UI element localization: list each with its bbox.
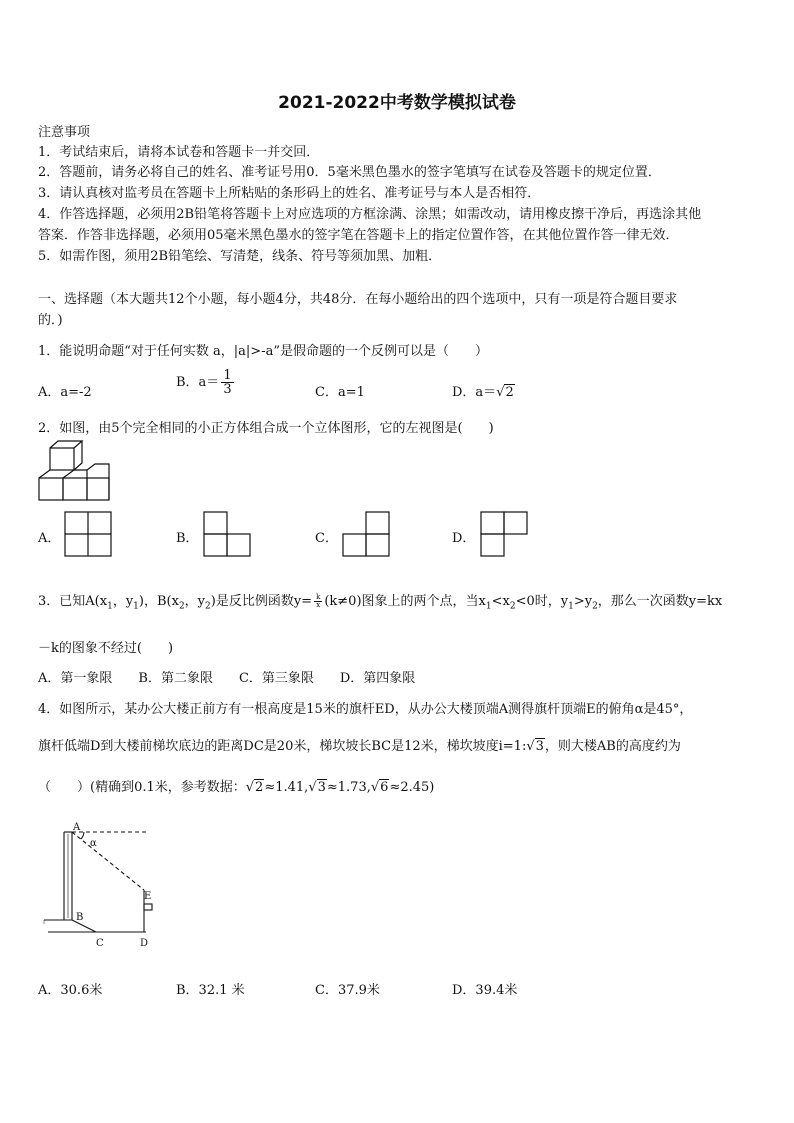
notice-item-5: 5．如需作图，须用2B铅笔绘、写清楚，线条、符号等须加黑、加粗．	[38, 249, 442, 264]
q2-option-d-figure	[480, 511, 528, 557]
q3-stem-part: (k≠0)图象上的两个点，当x	[324, 594, 486, 609]
notice-item-4: 4．作答选择题，必须用2B铅笔将答题卡上对应选项的方框涂满、涂黑；如需改动，请用橡皮擦干净后，再选涂其他	[38, 207, 702, 222]
fig-label-alpha: α	[90, 838, 97, 849]
q3-sub-2c: 2	[509, 601, 516, 612]
section-heading: 一、选择题（本大题共12个小题，每小题4分，共48分．在每小题给出的四个选项中，只有一项是符合题目要求	[38, 292, 678, 307]
q3-stem-part: ，y	[112, 594, 134, 609]
q3-options: A．第一象限 B．第二象限 C．第三象限 D．第四象限	[38, 671, 416, 686]
q3-stem-part: )，B(x	[138, 594, 179, 609]
q2-option-a-figure	[64, 511, 112, 557]
q2-option-c-label: C．	[315, 531, 338, 546]
fig-label-b: B	[76, 912, 84, 923]
q3-sub-1b: 1	[133, 601, 139, 612]
q4-stem-line2	[38, 735, 681, 754]
q3-sub-1a: 1	[107, 601, 113, 612]
notice-item-2: 2．答题前，请务必将自己的姓名、准考证号用0．5毫米黑色墨水的签字笔填写在试卷及答题卡的规定位置．	[38, 165, 661, 180]
q3-stem-cont: －k的图象不经过( )	[38, 641, 174, 656]
section-heading-cont: 的．)	[38, 313, 63, 328]
q1-option-d-sqrt: √2	[496, 385, 514, 400]
q3-stem-part: 3．已知A(x	[38, 594, 108, 609]
fig-label-c: C	[96, 938, 104, 949]
q2-cube-figure	[38, 440, 110, 502]
sqrt3-value: ≈1.73,	[326, 780, 371, 795]
q1-option-d	[452, 381, 515, 400]
q1-option-b-fraction	[221, 369, 233, 396]
sqrt6: √6	[370, 780, 389, 795]
q4-stem-line3	[38, 776, 434, 795]
q1-b-denominator: 3	[223, 382, 232, 397]
sqrt3: √3	[308, 780, 326, 795]
q4-option-c: C．37.9米	[315, 983, 380, 998]
sqrt2: √2	[245, 780, 264, 795]
q2-option-c-figure	[342, 511, 390, 557]
q1-option-c: C．a=1	[315, 385, 365, 400]
q2-option-d-label: D．	[452, 531, 476, 546]
q3-sub-2d: 2	[592, 601, 598, 612]
q4-option-b: B．32.1 米	[176, 983, 245, 998]
q2-option-a-label: A．	[38, 531, 61, 546]
q4-slope-sqrt: √3	[526, 739, 544, 754]
q4-option-d: D．39.4米	[452, 983, 518, 998]
q2-option-b-label: B．	[176, 531, 199, 546]
q1-option-b-prefix: B．a＝	[176, 375, 220, 390]
q3-sub-1d: 1	[568, 601, 574, 612]
q4-line3-text: （ ）(精确到0.1米，参考数据：	[38, 780, 246, 795]
notice-item-3: 3．请认真核对监考员在答题卡上所粘贴的条形码上的姓名、准考证号与本人是否相符．	[38, 186, 541, 201]
q3-stem-part: ，y	[184, 594, 206, 609]
q1-option-d-prefix: D．a＝	[452, 385, 497, 400]
q3-sub-2a: 2	[178, 601, 185, 612]
page-title: 2021-2022中考数学模拟试卷	[278, 93, 516, 113]
q4-option-a: A．30.6米	[38, 983, 103, 998]
q1-stem: 1．能说明命题“对于任何实数 a，|a|>-a”是假命题的一个反例可以是（ ）	[38, 344, 488, 359]
q3-stem-part: <0时，y	[515, 594, 569, 609]
notice-item-1: 1．考试结束后，请将本试卷和答题卡一并交回．	[38, 145, 320, 160]
q3-stem	[38, 590, 722, 612]
q3-stem-part: >y	[573, 594, 593, 609]
fig-label-a: A	[73, 822, 81, 833]
q3-function-fraction: $\frac{k}{x}$	[316, 593, 321, 609]
fig-label-e: E	[144, 891, 152, 902]
q2-stem: 2．如图，由5个完全相同的小正方体组合成一个立体图形，它的左视图是( )	[38, 421, 494, 436]
q4-line2-tail: ，则大楼AB的高度约为	[544, 739, 681, 754]
q3-sub-2b: 2	[205, 601, 211, 612]
q3-stem-part: ，那么一次函数y=kx	[597, 594, 723, 609]
q4-line2-text: 旗杆低端D到大楼前梯坎底边的距离DC是20米，梯坎坡长BC是12米，梯坎坡度i=1:	[38, 739, 527, 754]
q1-option-b	[176, 369, 236, 396]
sqrt2-value: ≈1.41,	[264, 780, 309, 795]
notice-heading: 注意事项	[38, 125, 91, 140]
q3-sub-1c: 1	[485, 601, 492, 612]
notice-item-4-cont: 答案．作答非选择题，必须用05毫米黑色墨水的签字笔在答题卡上的指定位置作答，在其他位置作答一律无效．	[38, 228, 679, 243]
fig-label-d: D	[140, 938, 149, 949]
q3-stem-part: <x	[491, 594, 510, 609]
q1-option-a: A．a=-2	[38, 385, 92, 400]
sqrt6-value: ≈2.45)	[389, 780, 435, 795]
q4-stem-line1: 4．如图所示，某办公大楼正前方有一根高度是15米的旗杆ED，从办公大楼顶端A测得旗杆顶端E的俯角α是45°，	[38, 702, 693, 717]
q2-option-b-figure	[203, 511, 251, 557]
q4-building-figure	[40, 820, 160, 950]
q1-b-numerator: 1	[223, 368, 232, 383]
q3-stem-part: )是反比例函数y=	[210, 594, 313, 609]
